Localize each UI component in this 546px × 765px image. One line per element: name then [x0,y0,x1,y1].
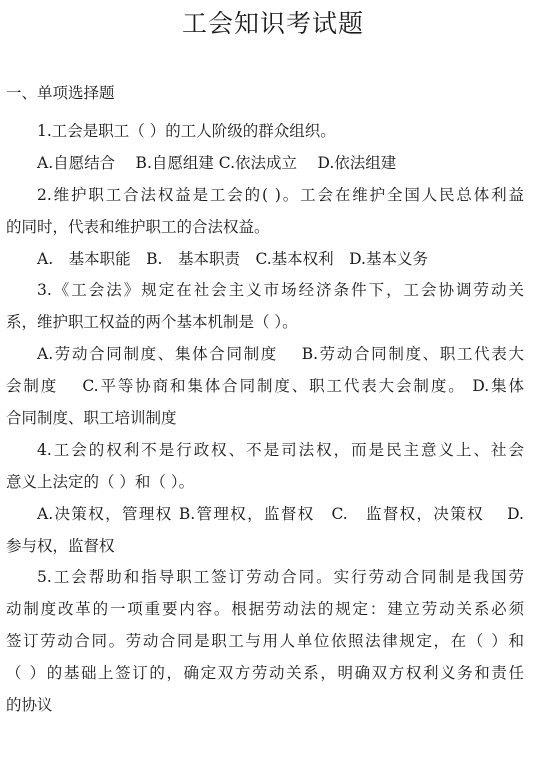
text-line: 的同时，代表和维护职工的合法权益。 [6,217,270,236]
text-line: 4.工会的权利不是行政权、不是司法权，而是民主意义上、社会 [37,440,524,459]
text-line: 系，维护职工权益的两个基本机制是（ ）。 [6,313,298,332]
text-line: 合同制度、职工培训制度 [6,409,177,428]
text-line: 会制度 C.平等协商和集体合同制度、职工代表大会制度。 D.集体 [6,377,524,396]
text-line: 5.工会帮助和指导职工签订劳动合同。实行劳动合同制是我国劳 [37,568,524,587]
text-line: 3.《工会法》规定在社会主义市场经济条件下，工会协调劳动关 [37,281,524,300]
text-line: （ ）的基础上签订的，确定双方劳动关系，明确双方权利义务和责任 [6,664,524,683]
document-title: 工会知识考试题 [181,9,364,38]
section-heading: 一、单项选择题 [6,84,115,102]
text-line: 2.维护职工合法权益是工会的( )。工会在维护全国人民总体利益 [37,185,524,204]
text-line: 动制度改革的一项重要内容。根据劳动法的规定：建立劳动关系必须 [6,600,524,619]
text-line: A.劳动合同制度、集体合同制度 B.劳动合同制度、职工代表大 [37,345,524,364]
text-line: 的协议 [6,696,53,715]
text-line: 意义上法定的（ ）和（ ）。 [6,472,195,491]
document-body [6,116,524,722]
text-line: 1.工会是职工（ ）的工人阶级的群众组织。 [37,122,336,140]
text-line: 签订劳动合同。劳动合同是职工与用人单位依照法律规定，在（ ）和 [6,632,524,651]
text-line: A. 基本职能 B. 基本职责 C.基本权利 D.基本义务 [37,249,428,268]
text-line: 参与权，监督权 [6,536,115,555]
text-line: A.决策权，管理权 B.管理权，监督权 C. 监督权，决策权 D. [37,504,524,523]
text-line: A.自愿结合 B.自愿组建 C.依法成立 D.依法组建 [37,153,397,172]
